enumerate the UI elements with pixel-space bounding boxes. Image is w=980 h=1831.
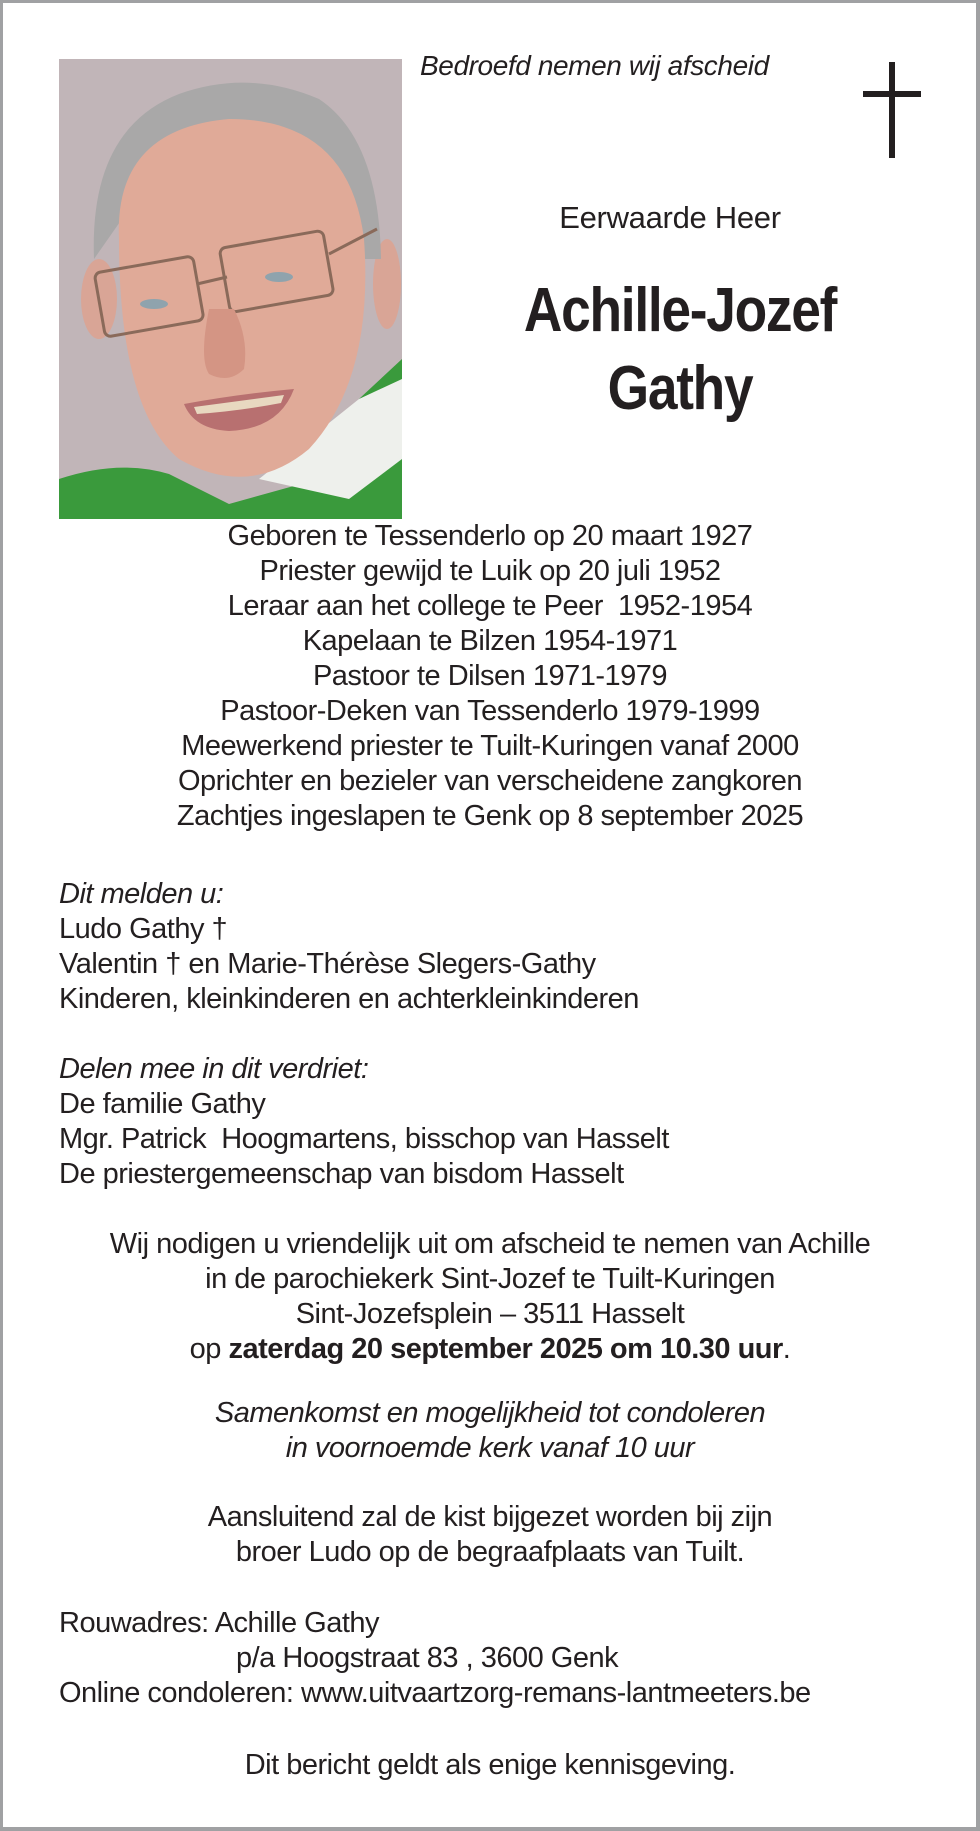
bio-line: Priester gewijd te Luik op 20 juli 1952: [259, 555, 721, 587]
datetime-suffix: .: [782, 1333, 791, 1365]
condolence-link[interactable]: Online condoleren: www.uitvaartzorg-remans-lantmeeters.be: [59, 1677, 811, 1709]
deceased-name: [456, 272, 903, 428]
name-last: Gathy: [607, 354, 753, 423]
bio-line: Meewerkend priester te Tuilt-Kuringen vanaf 2000: [181, 730, 799, 762]
bio-line: Pastoor-Deken van Tessenderlo 1979-1999: [220, 695, 760, 727]
invitation-line: Sint-Jozefsplein – 3511 Hasselt: [295, 1298, 685, 1330]
invitation-datetime: [0, 1332, 980, 1367]
announcer-line: Valentin † en Marie-Thérèse Slegers-Gathy: [59, 948, 596, 980]
name-first: Achille-Jozef: [523, 276, 837, 345]
sharer-line: Mgr. Patrick Hoogmartens, bisschop van Hasselt: [59, 1123, 669, 1155]
invitation-line: in de parochiekerk Sint-Jozef te Tuilt-Kuringen: [205, 1263, 775, 1295]
announcer-line: Ludo Gathy †: [59, 913, 228, 945]
invitation-line: Wij nodigen u vriendelijk uit om afscheid te nemen van Achille: [109, 1228, 871, 1260]
announcers-heading: Dit melden u:: [59, 878, 224, 910]
bio-line: Pastoor te Dilsen 1971-1979: [312, 660, 668, 692]
bio-line: Kapelaan te Bilzen 1954-1971: [302, 625, 678, 657]
burial-line: Aansluitend zal de kist bijgezet worden bij zijn: [207, 1501, 773, 1533]
address-line: Rouwadres: Achille Gathy: [59, 1607, 380, 1639]
sharer-line: De priestergemeenschap van bisdom Hasselt: [59, 1158, 624, 1190]
bio-line: Oprichter en bezieler van verscheidene zangkoren: [177, 765, 803, 797]
portrait-photo: [59, 59, 402, 519]
burial-section: [0, 1500, 980, 1570]
address-section: [59, 1606, 939, 1711]
intro-text: Bedroefd nemen wij afscheid: [420, 50, 769, 81]
footer-note: Dit bericht geldt als enige kennisgeving.: [244, 1749, 736, 1781]
gathering-line: Samenkomst en mogelijkheid tot condoleren: [214, 1397, 766, 1429]
announcers-section: [59, 877, 939, 1017]
burial-line: broer Ludo op de begraafplaats van Tuilt.: [235, 1536, 745, 1568]
sharers-section: [59, 1052, 939, 1192]
portrait-illustration: [59, 59, 402, 519]
cross-icon: [862, 62, 922, 158]
bio-line: Leraar aan het college te Peer 1952-1954: [227, 590, 753, 622]
service-datetime: zaterdag 20 september 2025 om 10.30 uur: [228, 1333, 783, 1365]
biography: [0, 519, 980, 834]
gathering-line: in voornoemde kerk vanaf 10 uur: [285, 1432, 695, 1464]
bio-line: Geboren te Tessenderlo op 20 maart 1927: [227, 520, 753, 552]
datetime-prefix: op: [189, 1333, 229, 1365]
sharer-line: De familie Gathy: [59, 1088, 266, 1120]
gathering-section: [0, 1396, 980, 1466]
invitation-section: [0, 1227, 980, 1367]
sharers-heading: Delen mee in dit verdriet:: [59, 1053, 369, 1085]
address-line: p/a Hoogstraat 83 , 3600 Genk: [236, 1642, 619, 1674]
honorific: Eerwaarde Heer: [559, 200, 781, 235]
announcer-line: Kinderen, kleinkinderen en achterkleinkinderen: [59, 983, 639, 1015]
bio-line: Zachtjes ingeslapen te Genk op 8 september 2025: [176, 800, 804, 832]
